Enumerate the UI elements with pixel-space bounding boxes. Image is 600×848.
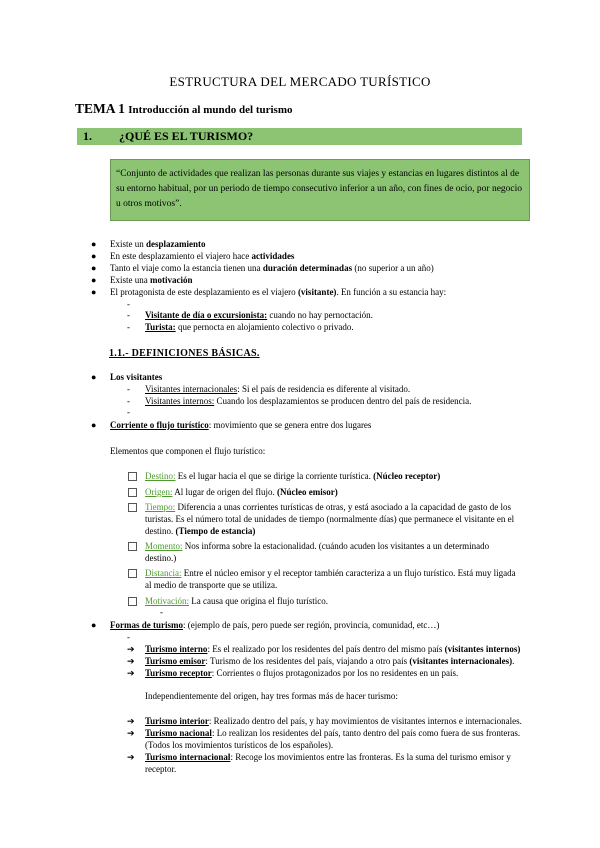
list-item-continuation: destino.) bbox=[145, 553, 177, 563]
dash-icon: - bbox=[127, 310, 130, 320]
arrow-icon: ➔ bbox=[127, 668, 135, 678]
bullet-dot-icon: ● bbox=[91, 239, 97, 249]
arrow-icon: ➔ bbox=[127, 644, 135, 654]
section-title: ¿QUÉ ES EL TURISMO? bbox=[119, 129, 254, 143]
bullet-dot-icon: ● bbox=[91, 372, 97, 382]
tema-heading bbox=[75, 101, 292, 117]
dash-icon: - bbox=[127, 632, 130, 642]
dash-icon: - bbox=[127, 384, 130, 394]
list-item: Visitante de día o excursionista: cuando no hay pernoctación. bbox=[145, 310, 373, 320]
arrow-icon: ➔ bbox=[127, 716, 135, 726]
arrow-icon: ➔ bbox=[127, 656, 135, 666]
list-item: Motivación: La causa que origina el flujo turístico. bbox=[145, 596, 328, 606]
list-item: Visitantes internos: Cuando los desplazamientos se producen dentro del país de residencia. bbox=[145, 396, 472, 406]
list-item-continuation: turistas. Es el número total de unidades de tiempo (normalmente días) que permanece el visitante en el bbox=[145, 514, 515, 524]
checkbox-icon bbox=[128, 503, 137, 512]
list-item: Formas de turismo: (ejemplo de país, pero puede ser región, provincia, comunidad, etc…) bbox=[110, 620, 440, 630]
list-item-continuation: destino. (Tiempo de estancia) bbox=[145, 526, 256, 536]
list-item: Existe un desplazamiento bbox=[110, 239, 206, 249]
list-item: Turismo emisor: Turismo de los residentes del país, viajando a otro país (visitantes internacionales). bbox=[145, 656, 515, 666]
bullet-dot-icon: ● bbox=[91, 275, 97, 285]
list-item: Turista: que pernocta en alojamiento colectivo o privado. bbox=[145, 322, 354, 332]
checkbox-icon bbox=[128, 597, 137, 606]
list-item: Turismo interno: Es el realizado por los residentes del país dentro del mismo país (visitantes internos) bbox=[145, 644, 521, 654]
list-item: Turismo nacional: Lo realizan los residentes del país, tanto dentro del país como fuera de sus fronteras. bbox=[145, 728, 521, 738]
list-item: Los visitantes bbox=[110, 372, 163, 382]
list-item-continuation: (Todos los movimientos turísticos de los españoles). bbox=[145, 740, 334, 750]
bullet-dot-icon: ● bbox=[91, 620, 97, 630]
checkbox-icon bbox=[128, 542, 137, 551]
list-item: Corriente o flujo turístico: movimiento que se genera entre dos lugares bbox=[110, 420, 372, 430]
list-item-continuation: al medio de transporte que se utiliza. bbox=[145, 580, 278, 590]
dash-icon: - bbox=[127, 407, 130, 417]
bullet-dot-icon: ● bbox=[91, 287, 97, 297]
list-item-continuation: receptor. bbox=[145, 764, 177, 774]
arrow-icon: ➔ bbox=[127, 752, 135, 762]
list-item: Existe una motivación bbox=[110, 275, 193, 285]
section-number: 1. bbox=[83, 129, 92, 143]
bullet-dot-icon: ● bbox=[91, 263, 97, 273]
bullet-dot-icon: ● bbox=[91, 251, 97, 261]
arrow-icon: ➔ bbox=[127, 728, 135, 738]
list-item: Visitantes internacionales: Si el país de residencia es diferente al visitado. bbox=[145, 384, 411, 394]
definition-box: “Conjunto de actividades que realizan las personas durante sus viajes y estancias en lugares distintos al de su entorno habitual, por un periodo de tiempo consecutivo inferior a un año, con fines de ocio, por negocio u otros motivos”. bbox=[110, 159, 530, 221]
list-item: Momento: Nos informa sobre la estacionalidad. (cuándo acuden los visitantes a un determinado bbox=[145, 541, 490, 551]
list-item: Turismo receptor: Corrientes o flujos protagonizados por los no residentes en un país. bbox=[145, 668, 459, 678]
section-heading-box bbox=[77, 128, 522, 145]
list-item: En este desplazamiento el viajero hace actividades bbox=[110, 251, 295, 261]
list-item: Destino: Es el lugar hacia el que se dirige la corriente turística. (Núcleo receptor) bbox=[145, 471, 441, 481]
list-item: Turismo internacional: Recoge los movimientos entre las fronteras. Es la suma del turismo emisor y bbox=[145, 752, 511, 762]
paragraph: Independientemente del origen, hay tres formas más de hacer turismo: bbox=[145, 691, 398, 701]
tema-number: TEMA 1 bbox=[75, 101, 125, 116]
bullet-dot-icon: ● bbox=[91, 420, 97, 430]
paragraph: Elementos que componen el flujo turístico: bbox=[110, 446, 266, 456]
document-title: ESTRUCTURA DEL MERCADO TURÍSTICO bbox=[169, 74, 431, 89]
subsection-heading: 1.1.- DEFINICIONES BÁSICAS. bbox=[109, 348, 260, 359]
list-item: El protagonista de este desplazamiento es el viajero (visitante). En función a su estancia hay: bbox=[110, 287, 447, 297]
dash-icon: - bbox=[127, 299, 130, 309]
list-item: Tanto el viaje como la estancia tienen una duración determinadas (no superior a un año) bbox=[110, 263, 434, 273]
dash-icon: - bbox=[160, 607, 163, 617]
checkbox-icon bbox=[128, 472, 137, 481]
dash-icon: - bbox=[127, 322, 130, 332]
list-item: Turismo interior: Realizado dentro del país, y hay movimientos de visitantes internos e internacionales. bbox=[145, 716, 522, 726]
list-item: Distancia: Entre el núcleo emisor y el receptor también caracteriza a un flujo turístico. Está muy ligada bbox=[145, 568, 516, 578]
checkbox-icon bbox=[128, 488, 137, 497]
dash-icon: - bbox=[127, 396, 130, 406]
tema-title: Introducción al mundo del turismo bbox=[128, 104, 293, 116]
list-item: Tiempo: Diferencia a unas corrientes turísticas de otras, y está asociado a la capacidad de gasto de los bbox=[145, 502, 512, 512]
checkbox-icon bbox=[128, 569, 137, 578]
list-item: Origen: Al lugar de origen del flujo. (Núcleo emisor) bbox=[145, 487, 338, 497]
